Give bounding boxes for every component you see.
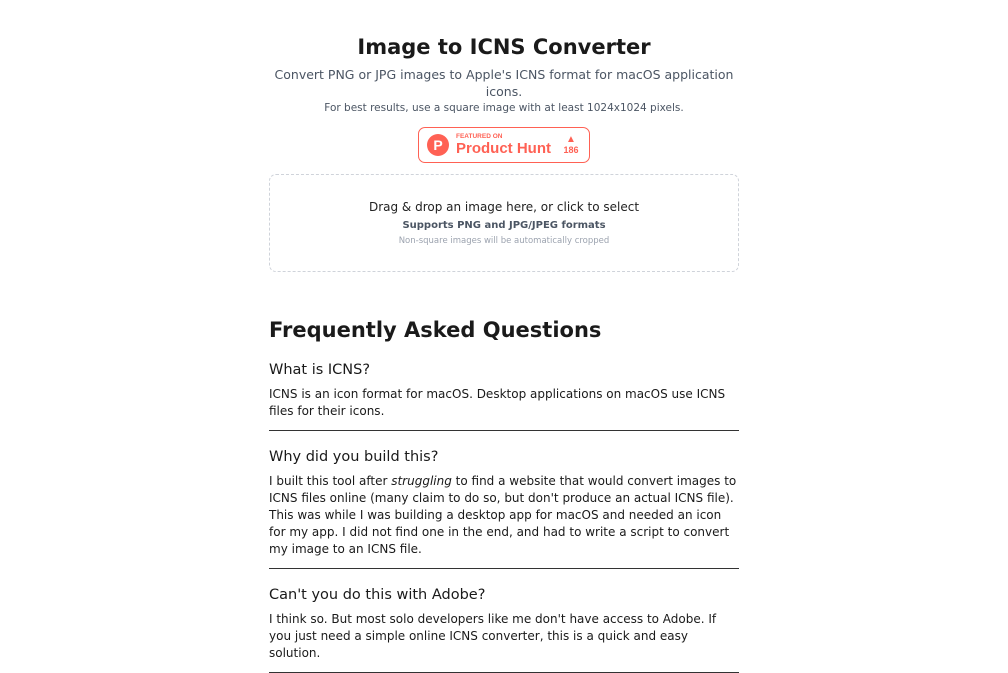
dropzone-formats: Supports PNG and JPG/JPEG formats [402, 220, 606, 231]
dropzone-prompt: Drag & drop an image here, or click to select [368, 200, 640, 214]
page [269, 0, 739, 673]
product-hunt-badge[interactable] [418, 127, 590, 163]
page-title: Image to ICNS Converter [357, 35, 651, 59]
faq-answer: I think so. But most solo developers like me don't have access to Adobe. If you just need a simple online ICNS converter, this is a quick and easy solution. [269, 612, 717, 660]
faq-item [269, 447, 739, 569]
product-hunt-logo-icon: P [427, 134, 449, 156]
page-subtitle: Convert PNG or JPG images to Apple's ICNS format for macOS application icons. [274, 67, 734, 99]
faq-heading: Frequently Asked Questions [269, 318, 602, 342]
answer-emphasis: struggling [391, 474, 452, 488]
faq-item [269, 360, 739, 431]
faq-question: What is ICNS? [269, 362, 371, 378]
upvote-icon: ▲ [566, 134, 576, 145]
image-dropzone[interactable] [269, 174, 739, 272]
faq-question: Can't you do this with Adobe? [269, 587, 486, 603]
faq-item [269, 585, 739, 673]
dropzone-note: Non-square images will be automatically cropped [398, 236, 610, 246]
faq-question: Why did you build this? [269, 449, 439, 465]
faq-answer: ICNS is an icon format for macOS. Desktop applications on macOS use ICNS files for their icons. [269, 387, 726, 418]
tip-text: For best results, use a square image with at least 1024x1024 pixels. [324, 102, 684, 114]
product-hunt-label: Product Hunt [456, 140, 551, 157]
faq-answer [269, 473, 739, 558]
vote-count: 186 [563, 145, 579, 155]
featured-label: FEATURED ON [456, 133, 503, 140]
answer-text: I built this tool after [269, 474, 392, 488]
answer-text: to find a website that would convert images to ICNS files online (many claim to do so, but don't produce an actual ICNS file). This was while I was building a desktop app for macOS and needed an icon for my app. I did not find one in the end, and had to write a script to convert my image to an ICNS file. [269, 474, 737, 556]
